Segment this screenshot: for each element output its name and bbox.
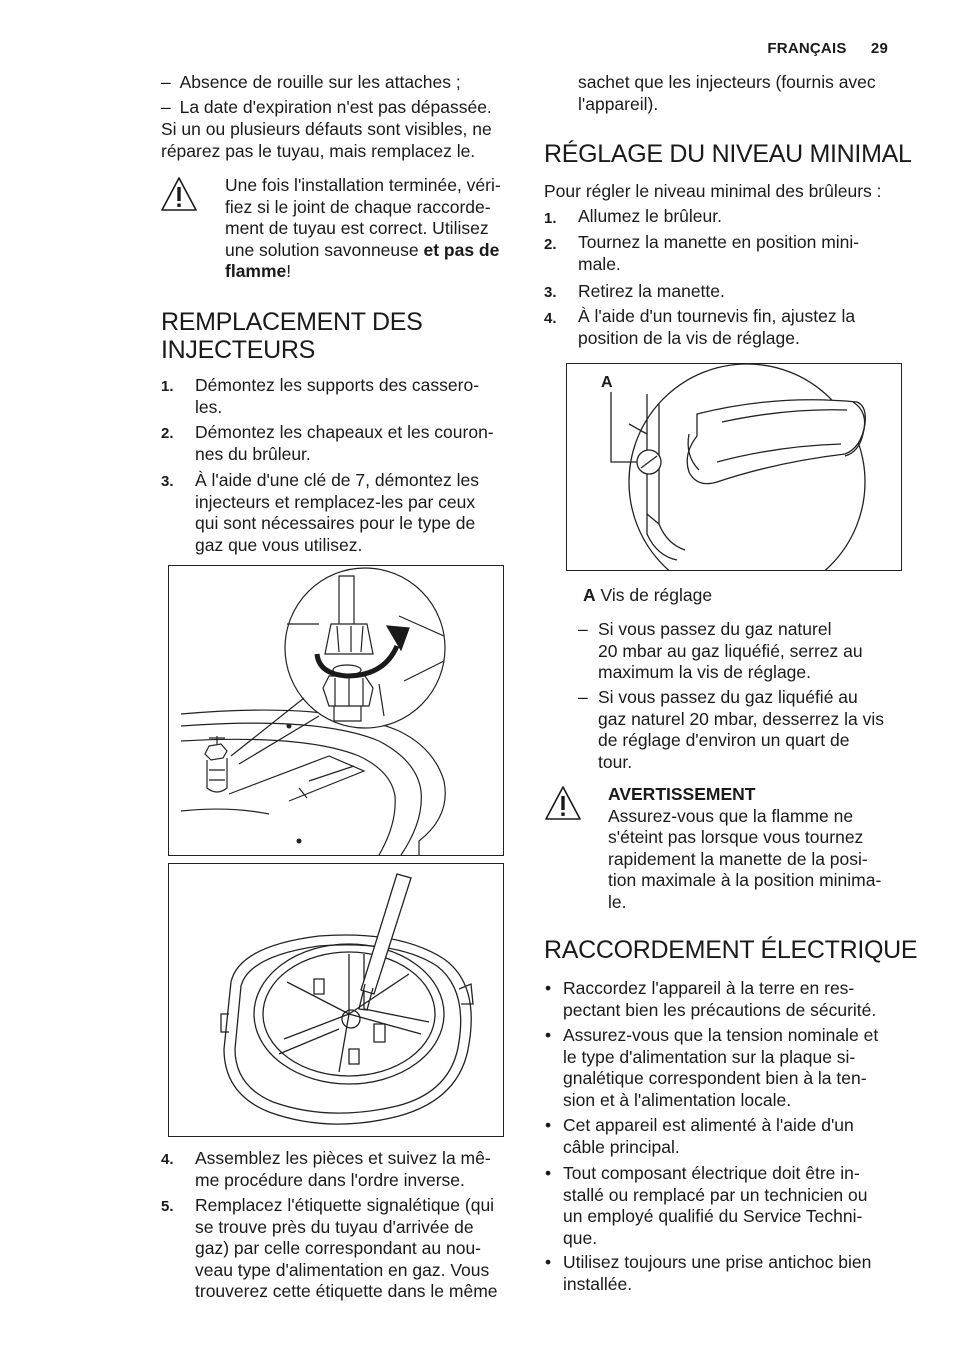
figure-legend: A Vis de réglage — [583, 585, 713, 605]
section-heading-injectors: REMPLACEMENT DES INJECTEURS — [161, 308, 423, 364]
step-text: Tournez la manette en position mini- male. — [578, 232, 860, 274]
continued-text: sachet que les injecteurs (fournis avec l'appareil). — [578, 72, 876, 114]
page-header — [767, 38, 888, 60]
bullet-text: Assurez-vous que la tension nominale et le type d'alimentation sur la plaque si- gnalétique correspondent bien à la ten- sion et à l'alimentation locale. — [563, 1025, 879, 1110]
warning-triangle-icon — [160, 176, 198, 212]
dash-item-text: Si vous passez du gaz naturel 20 mbar au gaz liquéfié, serrez au maximum la vis de réglage. — [598, 619, 863, 682]
bullet-text: Raccordez l'appareil à la terre en res- pectant bien les précautions de sécurité. — [563, 978, 877, 1020]
step-number: 3. — [544, 284, 557, 301]
step-number: 1. — [161, 378, 174, 395]
section-heading-electrical: RACCORDEMENT ÉLECTRIQUE — [544, 936, 918, 964]
bullet-dot: • — [545, 1115, 552, 1135]
step-number: 3. — [161, 473, 174, 490]
bullet-dot: • — [545, 978, 552, 998]
step-text: Remplacez l'étiquette signalétique (qui se trouve près du tuyau d'arrivée de gaz) par celle correspondant au nou- veau type d'alimentation en gaz. Vous trouverez cette étiquette dans le même — [195, 1195, 498, 1301]
warning-triangle-icon — [544, 785, 582, 821]
step-text: À l'aide d'une clé de 7, démontez les injecteurs et remplacez-les par ceux qui sont nécessaires pour le type de gaz que vous utilisez. — [195, 470, 479, 555]
warning-title: AVERTISSEMENT — [608, 784, 756, 804]
step-number: 4. — [161, 1151, 174, 1168]
injector-wrench-figure — [168, 565, 504, 856]
injector-illustration — [169, 566, 503, 855]
burner-illustration — [169, 864, 503, 1136]
step-number: 1. — [544, 210, 557, 227]
bullet-dot: • — [545, 1163, 552, 1183]
bullet-text: Tout composant électrique doit être in- stallé ou remplacé par un technicien ou un employé qualifié du Service Techni- que. — [563, 1163, 868, 1248]
dash-item: – — [578, 687, 588, 707]
bullet-text: Cet appareil est alimenté à l'aide d'un câble principal. — [563, 1115, 854, 1157]
adjusting-screw-figure — [566, 363, 902, 571]
bullet-dot: • — [545, 1252, 552, 1272]
step-number: 5. — [161, 1198, 174, 1215]
intro-text: Pour régler le niveau minimal des brûleurs : — [544, 181, 882, 201]
step-number: 4. — [544, 310, 557, 327]
page-number: 29 — [870, 40, 888, 57]
bullet-text: Utilisez toujours une prise antichoc bien installée. — [563, 1252, 872, 1294]
step-number: 2. — [161, 425, 174, 442]
dash-item: – La date d'expiration n'est pas dépassée. — [161, 97, 492, 117]
header-language: FRANÇAIS — [767, 40, 847, 57]
dash-item: – Absence de rouille sur les attaches ; — [161, 72, 461, 92]
step-text: Retirez la manette. — [578, 281, 725, 301]
step-text: Assemblez les pièces et suivez la mê- me procédure dans l'ordre inverse. — [195, 1148, 491, 1190]
hose-defect-note: Si un ou plusieurs défauts sont visibles, ne réparez pas le tuyau, mais remplacez le. — [161, 119, 492, 161]
section-heading-min-level: RÉGLAGE DU NIVEAU MINIMAL — [544, 140, 912, 168]
step-number: 2. — [544, 236, 557, 253]
figure-label-a: A — [601, 374, 613, 391]
knob-illustration — [567, 364, 901, 570]
caution-text: Une fois l'installation terminée, véri- fiez si le joint de chaque raccorde- ment de tuyau est correct. Utilisez une solution savonneuse et pas de flamme! — [225, 175, 501, 281]
warning-text: AVERTISSEMENT Assurez-vous que la flamme ne s'éteint pas lorsque vous tournez rapidement la manette de la posi- tion maximale à la position minima- le. — [608, 784, 898, 913]
step-text: Démontez les supports des cassero- les. — [195, 375, 480, 417]
dash-item-text: Si vous passez du gaz liquéfié au gaz naturel 20 mbar, desserrez la vis de réglage d'environ un quart de tour. — [598, 687, 884, 772]
burner-screwdriver-figure — [168, 863, 504, 1137]
dash-item: – — [578, 619, 588, 639]
step-text: Allumez le brûleur. — [578, 206, 722, 226]
step-text: À l'aide d'un tournevis fin, ajustez la position de la vis de réglage. — [578, 306, 856, 348]
bullet-dot: • — [545, 1025, 552, 1045]
step-text: Démontez les chapeaux et les couron- nes du brûleur. — [195, 422, 494, 464]
